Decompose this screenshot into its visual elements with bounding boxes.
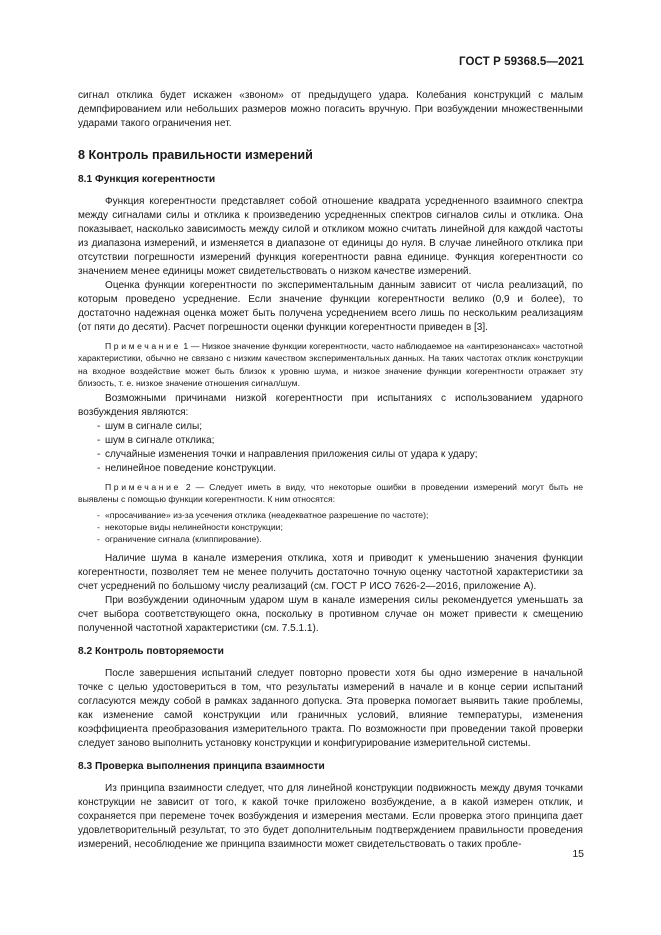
page-number: 15 bbox=[572, 848, 584, 860]
note-1-label: Примечание bbox=[105, 341, 181, 351]
section-8-1-paragraph-5: При возбуждении одиночным ударом шум в канале измерения силы рекомендуется уменьшать за счет выбора соответствующего окна, поскольку в противном случае он может привести к смещению полученной частотной характеристики (см. 7.5.1.1). bbox=[78, 594, 583, 634]
coherence-causes-list bbox=[78, 420, 583, 476]
note-2 bbox=[78, 481, 583, 506]
section-8-2-title: 8.2 Контроль повторяемости bbox=[78, 645, 224, 657]
list-item: - ограничение сигнала (клиппирование). bbox=[78, 533, 583, 545]
section-8-1-paragraph-3: Возможными причинами низкой когерентности при испытаниях с использованием ударного возбуждения являются: bbox=[78, 393, 583, 419]
section-8-1-paragraph-4: Наличие шума в канале измерения отклика, хотя и приводит к уменьшению значения функции когерентности, позволяет тем не менее получить достаточно точную оценку частотной характеристики за счет усреднений по большому числу реализаций (см. ГОСТ Р ИСО 7626-2—2016, приложение А). bbox=[78, 552, 583, 592]
list-item: - шум в сигнале отклика; bbox=[78, 434, 583, 448]
note-2-label: Примечание bbox=[105, 482, 181, 493]
list-item: - случайные изменения точки и направления приложения силы от удара к удару; bbox=[78, 448, 583, 462]
document-body bbox=[78, 89, 583, 852]
document-header-id: ГОСТ Р 59368.5—2021 bbox=[459, 56, 584, 68]
section-8-1-title: 8.1 Функция когерентности bbox=[78, 174, 216, 185]
note-2-text: 2 — Следует иметь в виду, что некоторые ошибки в проведении измерений могут быть не выявлены с помощью функции когерентности. К ним относятся: bbox=[78, 482, 583, 505]
note-1 bbox=[78, 340, 583, 389]
section-8-1-paragraph-2: Оценка функции когерентности по экспериментальным данным зависит от числа реализаций, по которым проведено усреднение. Если значение функции когерентности велико (0,9 и более), то достаточно надежная оценка может быть получена усреднением всего лишь по нескольким реализациям (от пяти до десяти). Расчет погрешности оценки функции когерентности приведен в [3]. bbox=[78, 280, 583, 333]
intro-paragraph: сигнал отклика будет искажен «звоном» от предыдущего удара. Колебания конструкций с малым демпфированием или небольших размеров можно погасить вручную. При возбуждении множественными ударами такого ограничения нет. bbox=[78, 90, 583, 129]
note-1-text: 1 — Низкое значение функции когерентности, часто наблюдаемое на «антирезонансах» частотной характеристики, обычно не связано с низким качеством экспериментальных данных. На таких частотах отклик конструкции на входное воздействие может быть близок к уровню шума, и низкое значение функции когерентности отражает эту близость, т. е. низкое значение отношения сигнал/шум. bbox=[78, 341, 583, 388]
section-8-1-paragraph-1: Функция когерентности представляет собой отношение квадрата усредненного взаимного спектра между сигналами силы и отклика к произведению усредненных спектров сигналов силы и отклика. Она показывает, насколько зависимость между силой и откликом можно считать линейной для каждой частоты из диапазона измерений, и изменяется в диапазоне от единицы до нуля. В случае линейного отклика при отсутствии погрешности измерений функция когерентности равна единице. Функция когерентности со значением менее единицы может свидетельствовать о низком качестве измерений. bbox=[78, 196, 583, 277]
list-item: - некоторые виды нелинейности конструкции; bbox=[78, 521, 583, 533]
section-8-3-title: 8.3 Проверка выполнения принципа взаимности bbox=[78, 760, 325, 772]
note-2-list bbox=[78, 509, 583, 546]
section-8-2-paragraph-1: После завершения испытаний следует повторно провести хотя бы одно измерение в начальной точке с целью удостовериться в том, что результаты измерений в начале и в конце серии испытаний согласуются между собой в рамках заданного допуска. Эта проверка помогает выявить такие проблемы, как изменение самой конструкции или граничных условий, влияние температуры, изменения коэффициента преобразования измерительного тракта. По возможности при проведении такой проверки следует заново выполнить установку конструкции и конфигурирование измерительной системы. bbox=[78, 667, 583, 749]
section-8-title: 8 Контроль правильности измерений bbox=[78, 148, 313, 162]
list-item: - шум в сигнале силы; bbox=[78, 420, 583, 434]
list-item: - нелинейное поведение конструкции. bbox=[78, 462, 583, 476]
section-8-3-paragraph-1: Из принципа взаимности следует, что для линейной конструкции подвижность между двумя точками конструкции не зависит от того, к какой точке приложено возбуждение, а в какой измерен отклик, и сохраняется при перемене точек возбуждения и измерения местами. Если проверка этого принципа дает удовлетворительный результат, то это будет дополнительным подтверждением правильности проведения измерений, несоблюдение же принципа взаимности может свидетельствовать о таких пробле- bbox=[78, 782, 583, 850]
list-item: - «просачивание» из-за усечения отклика (неадекватное разрешение по частоте); bbox=[78, 509, 583, 521]
